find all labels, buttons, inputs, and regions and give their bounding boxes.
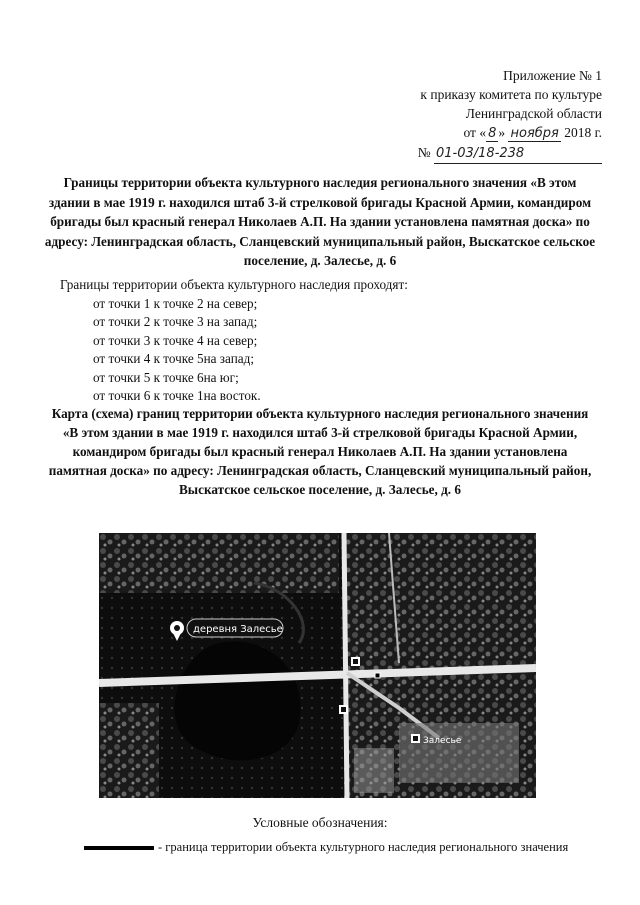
- handwritten-month: ноября: [510, 126, 559, 141]
- legend-title: Условные обозначения:: [252, 815, 388, 830]
- map-image: [99, 533, 536, 798]
- satellite-map: [99, 533, 536, 798]
- list-item: от точки 1 к точке 2 на север;: [93, 295, 258, 311]
- heritage-boundary-marker: [375, 673, 380, 678]
- village-label: деревня Залесье: [193, 624, 283, 635]
- handwritten-number: 01-03/18-238: [436, 146, 525, 161]
- poi-marker-icon: [339, 705, 348, 714]
- boundary-line-icon: [84, 846, 154, 850]
- list-item: от точки 2 к точке 3 на запад;: [93, 314, 258, 329]
- list-item: от точки 3 к точке 4 на север;: [93, 332, 258, 348]
- document-title: Границы территории объекта культурного наследия регионального значения «В этом здании в мае 1919 г. находился штаб 3-й стрелковой бригады Красной Армии, командиром бригады был красный генерал Николаев А.П. На здании установлена памятная доска» по адресу: Ленинградская область, Сланцевский муниципальный район, Выскатское сельское поселение, д. Залесье, д. 6: [44, 175, 596, 268]
- map-title: Карта (схема) границ территории объекта культурного наследия регионального значения «В этом здании в мае 1919 г. находился штаб 3-й стрелковой бригады Красной Армии, командиром бригады был красный генерал Николаев А.П. На здании установлена памятная доска» по адресу: Ленинградская область, Сланцевский муниципальный район, Выскатское сельское поселение, д. Залесье, д. 6: [48, 406, 592, 497]
- appendix-block: [418, 66, 602, 164]
- legend-label: - граница территории объекта культурного наследия регионального значения: [158, 840, 569, 854]
- list-item: от точки 6 к точке 1на восток.: [93, 388, 261, 403]
- boundaries-section: [60, 276, 600, 406]
- appendix-title: Приложение № 1: [503, 68, 602, 83]
- list-item: от точки 5 к точке 6на юг;: [93, 369, 239, 385]
- boundaries-list: [60, 295, 600, 406]
- legend-row: [84, 840, 568, 855]
- appendix-date: от « 8 » ноября 2018 г.: [463, 125, 602, 141]
- place-label: Залесье: [423, 736, 462, 746]
- handwritten-day: 8: [488, 126, 497, 141]
- poi-marker-icon: [351, 657, 360, 666]
- appendix-order: к приказу комитета по культуре: [420, 87, 602, 102]
- appendix-region: Ленинградской области: [465, 106, 602, 121]
- list-item: от точки 4 к точке 5на запад;: [93, 351, 254, 366]
- poi-marker-icon: [411, 734, 420, 743]
- appendix-number: № 01-03/18-238: [418, 143, 602, 164]
- boundaries-intro: Границы территории объекта культурного наследия проходят:: [60, 277, 408, 292]
